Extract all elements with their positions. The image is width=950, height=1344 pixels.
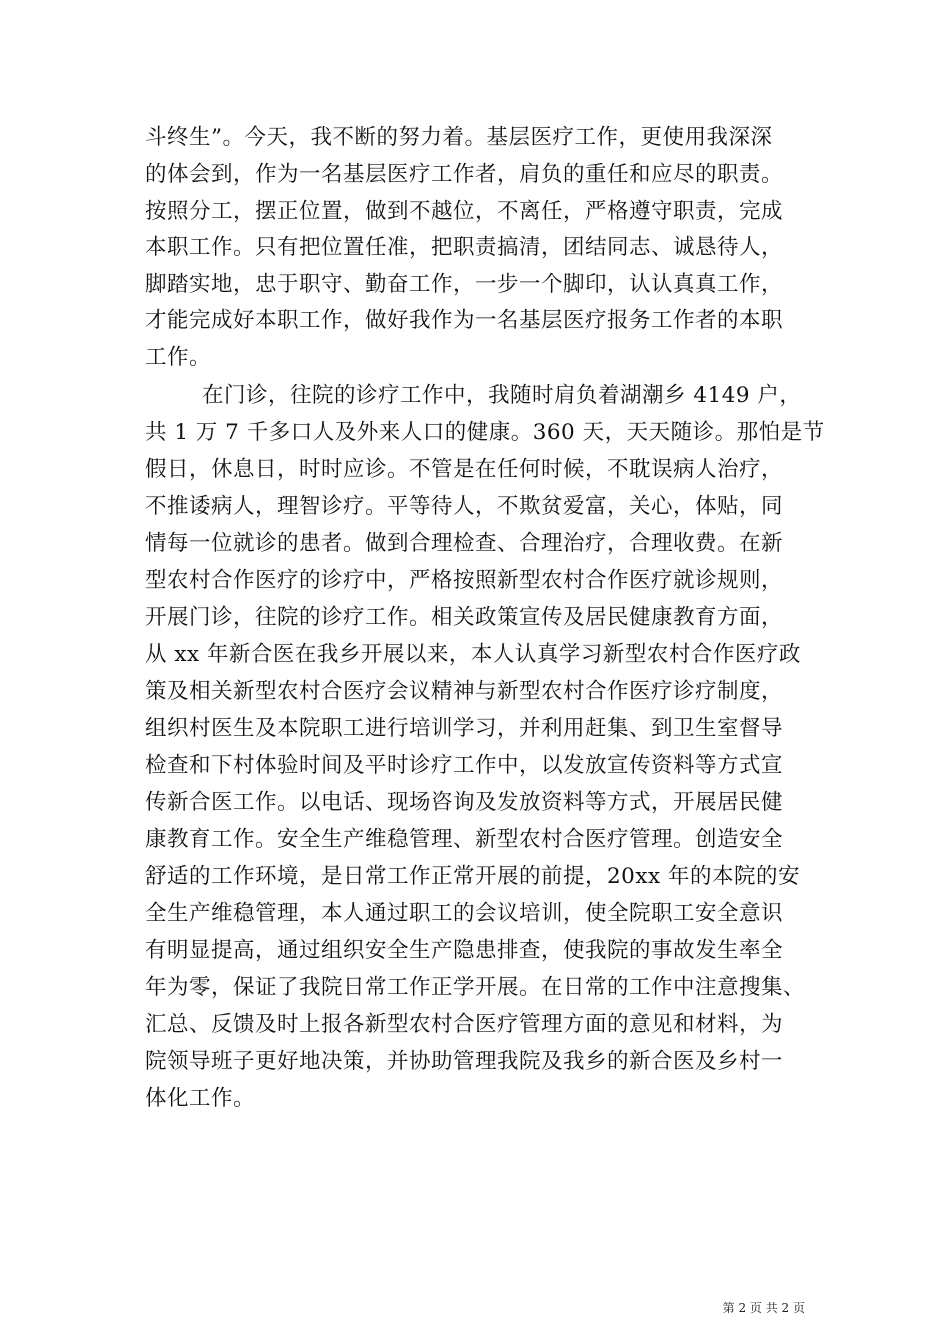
text-line: 才能完成好本职工作，做好我作为一名基层医疗报务工作者的本职: [145, 308, 784, 333]
text-line: 开展门诊，往院的诊疗工作。相关政策宣传及居民健康教育方面，: [145, 605, 784, 630]
text-line: 共 1 万 7 千多口人及外来人口的健康。360 天，天天随诊。那怕是节: [145, 420, 825, 445]
text-line: 康教育工作。安全生产维稳管理、新型农村合医疗管理。创造安全: [145, 827, 784, 852]
text-line: 汇总、反馈及时上报各新型农村合医疗管理方面的意见和材料，为: [145, 1012, 784, 1037]
paragraph-first-line: 在门诊，往院的诊疗工作中，我随时肩负着湖潮乡 4149 户，: [202, 383, 802, 408]
text-line: 情每一位就诊的患者。做到合理检查、合理治疗，合理收费。在新: [145, 531, 784, 556]
text-line: 有明显提高，通过组织安全生产隐患排查，使我院的事故发生率全: [145, 938, 784, 963]
text-line: 年为零，保证了我院日常工作正学开展。在日常的工作中注意搜集、: [145, 975, 806, 1000]
text-line: 按照分工，摆正位置，做到不越位，不离任，严格遵守职责，完成: [145, 199, 784, 224]
text-line: 的体会到，作为一名基层医疗工作者，肩负的重任和应尽的职责。: [145, 162, 784, 187]
page-number-footer: 第 2 页 共 2 页: [722, 1301, 805, 1315]
text-line: 全生产维稳管理，本人通过职工的会议培训，使全院职工安全意识: [145, 901, 784, 926]
text-line: 体化工作。: [145, 1086, 256, 1111]
text-line: 型农村合作医疗的诊疗中，严格按照新型农村合作医疗就诊规则，: [145, 568, 784, 593]
text-line: 检查和下村体验时间及平时诊疗工作中，以发放宣传资料等方式宣: [145, 753, 784, 778]
text-line: 传新合医工作。以电话、现场咨询及发放资料等方式，开展居民健: [145, 790, 784, 815]
text-line: 假日，休息日，时时应诊。不管是在任何时候，不耽误病人治疗，: [145, 457, 784, 482]
text-line: 本职工作。只有把位置任准，把职责搞清，团结同志、诚恳待人，: [145, 235, 784, 260]
text-line: 脚踏实地，忠于职守、勤奋工作，一步一个脚印，认认真真工作，: [145, 272, 784, 297]
text-line: 工作。: [145, 345, 212, 370]
text-line: 不推诿病人，理智诊疗。平等待人，不欺贫爱富，关心，体贴，同: [145, 494, 784, 519]
text-line: 从 xx 年新合医在我乡开展以来，本人认真学习新型农村合作医疗政: [145, 642, 801, 667]
text-line: 舒适的工作环境，是日常工作正常开展的前提，20xx 年的本院的安: [145, 864, 800, 889]
text-line: 组织村医生及本院职工进行培训学习，并利用赶集、到卫生室督导: [145, 716, 784, 741]
text-line: 斗终生”。今天，我不断的努力着。基层医疗工作，更使用我深深: [145, 125, 773, 150]
text-line: 策及相关新型农村合医疗会议精神与新型农村合作医疗诊疗制度，: [145, 679, 784, 704]
text-line: 院领导班子更好地决策，并协助管理我院及我乡的新合医及乡村一: [145, 1049, 784, 1074]
